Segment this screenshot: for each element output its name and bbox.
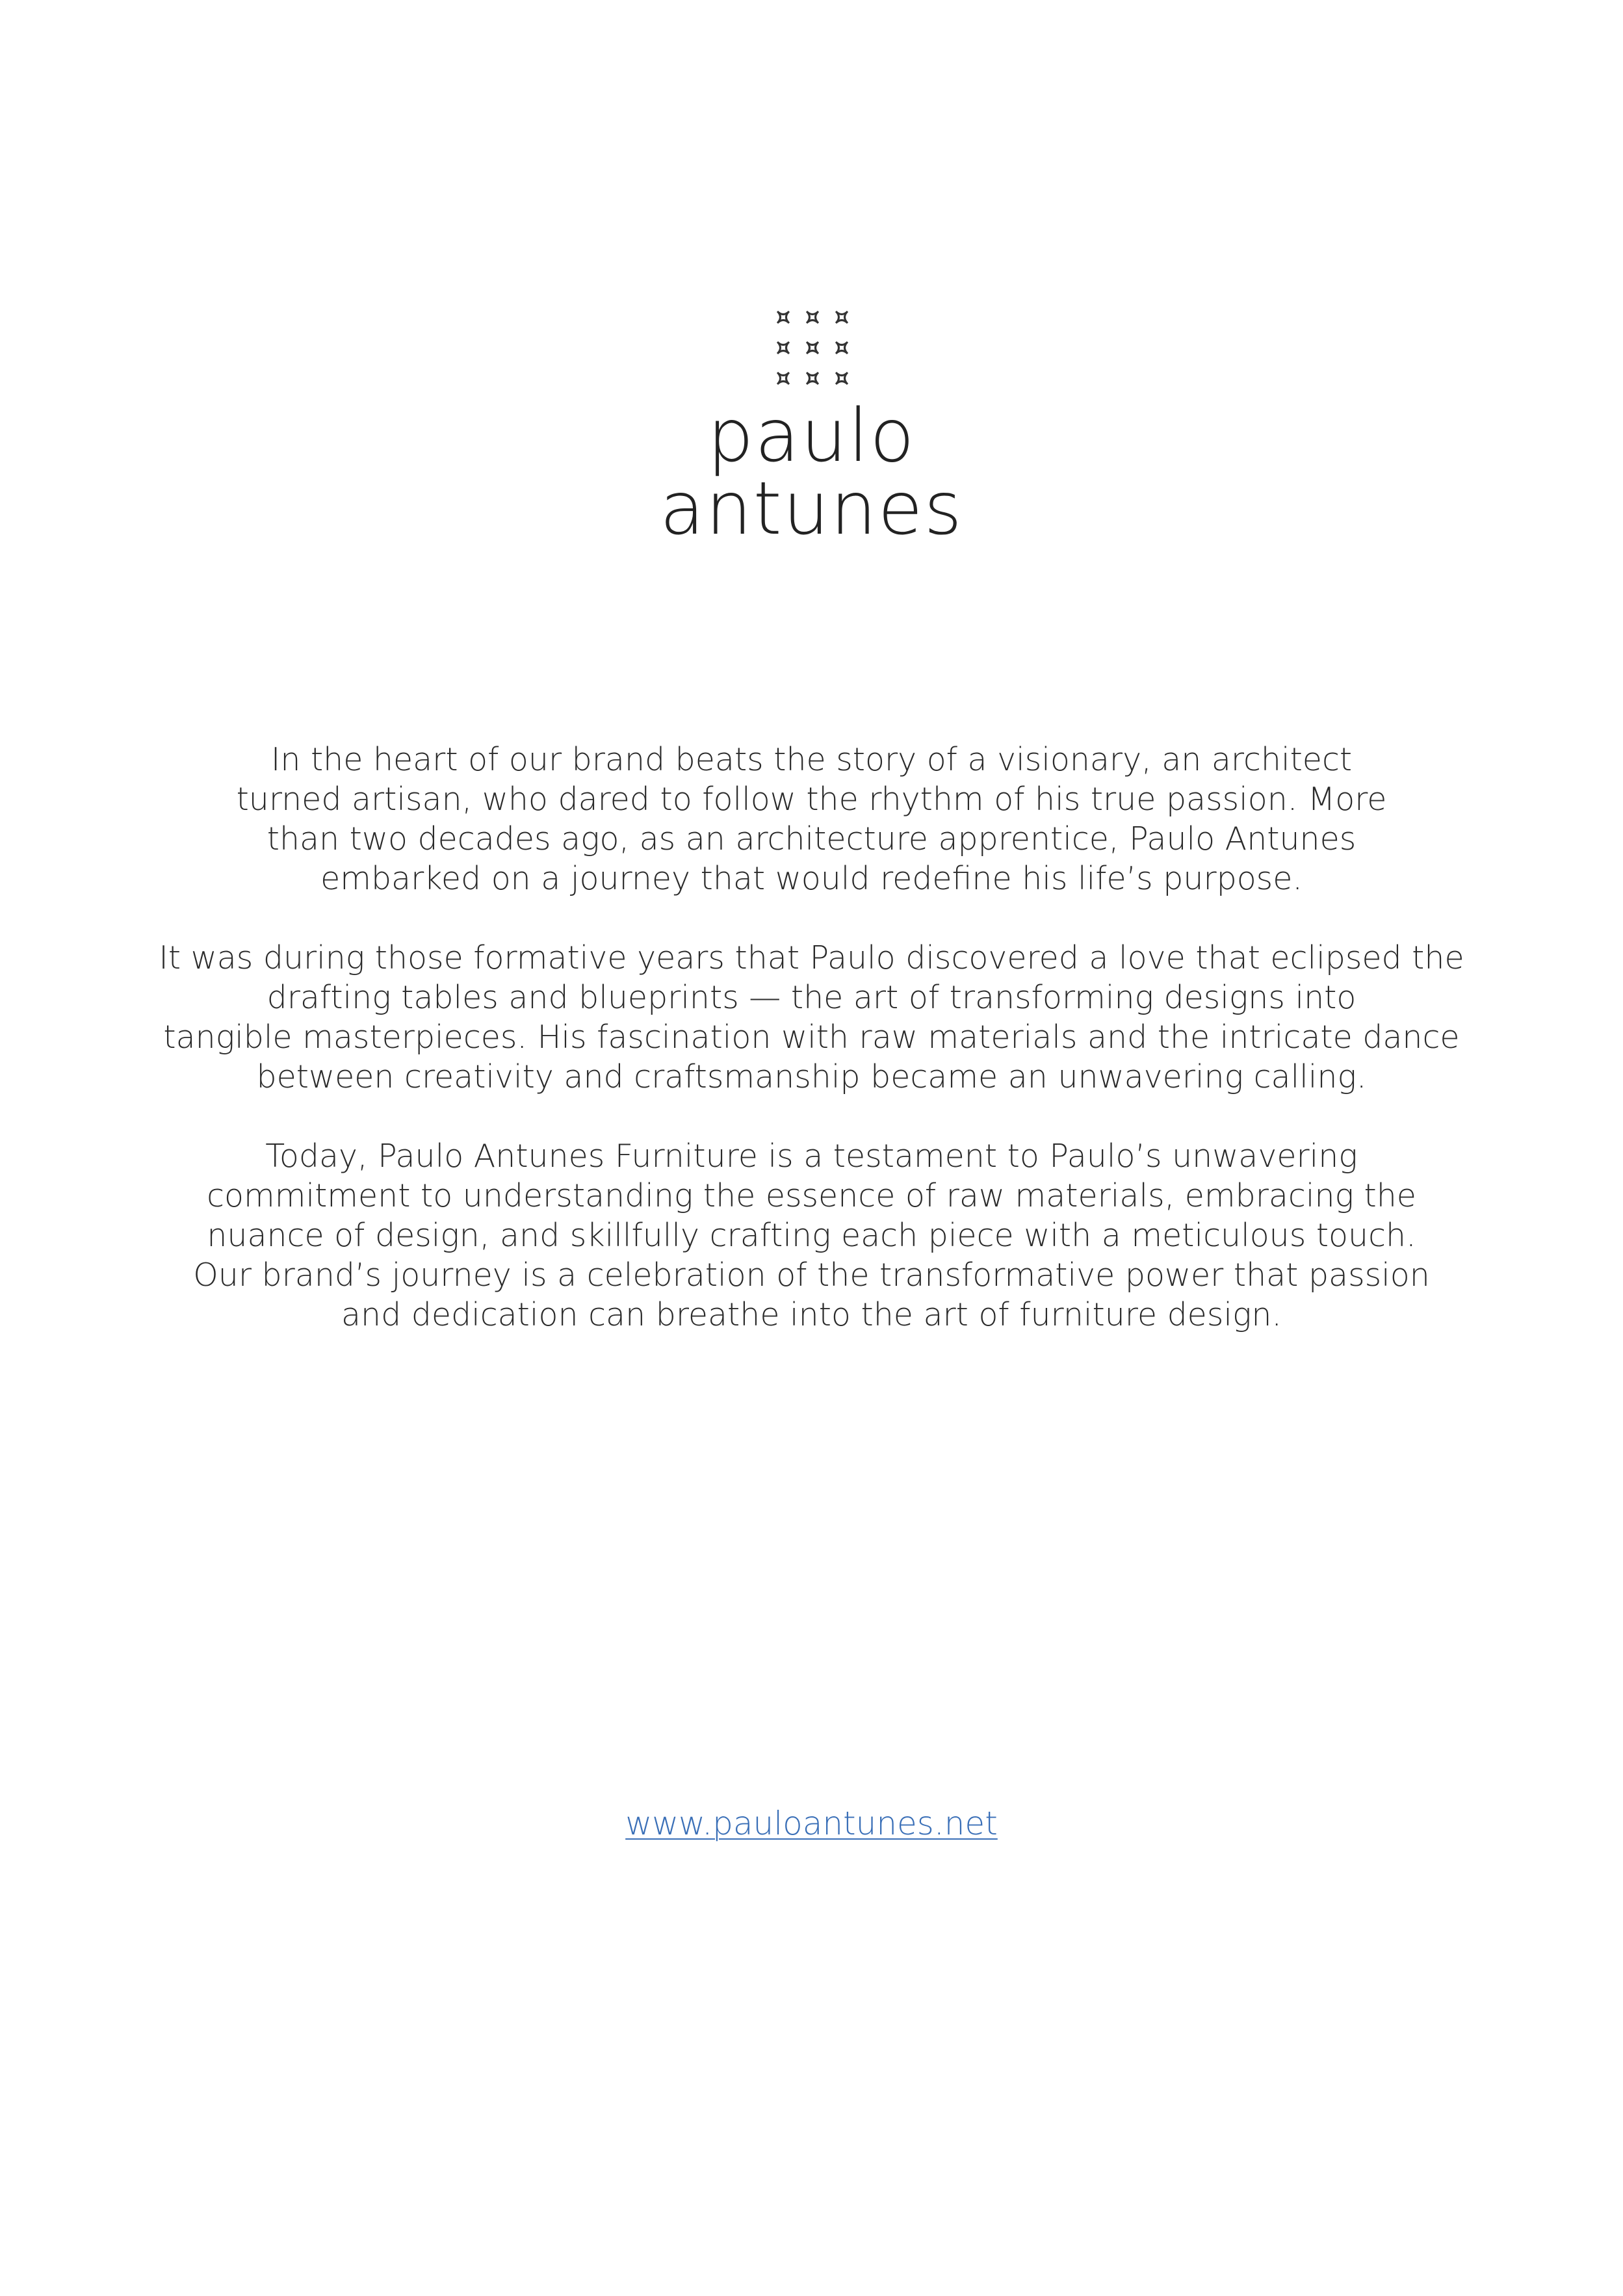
story-line: tangible masterpieces. His fascination with raw materials and the intricate dance xyxy=(163,1019,1460,1056)
logo-star-mark xyxy=(777,342,789,354)
story-line: between creativity and craftsmanship became an unwavering calling. xyxy=(256,1058,1367,1095)
story-line: and dedication can breathe into the art of furniture design. xyxy=(341,1296,1282,1333)
logo-line-paulo: paulo xyxy=(707,394,916,478)
logo-star-mark xyxy=(807,311,818,323)
logo-line-antunes: antunes xyxy=(660,467,963,551)
logo-star-mark xyxy=(777,372,789,384)
story-line: drafting tables and blueprints — the art of transforming designs into xyxy=(266,979,1357,1016)
logo-star-mark xyxy=(836,311,848,323)
logo-star-mark xyxy=(807,372,818,384)
logo-star-mark xyxy=(836,342,848,354)
story-line: nuance of design, and skillfully crafting each piece with a meticulous touch. xyxy=(207,1217,1416,1254)
story-line: Today, Paulo Antunes Furniture is a testament to Paulo’s unwavering xyxy=(265,1138,1358,1175)
story-paragraph-3 xyxy=(143,1136,1480,1335)
story-paragraph-2 xyxy=(143,938,1480,1097)
story-line: commitment to understanding the essence of raw materials, embracing the xyxy=(207,1177,1416,1214)
brand-story xyxy=(143,740,1480,1374)
logo-star-mark xyxy=(777,311,789,323)
story-paragraph-1 xyxy=(143,740,1480,898)
story-line: It was during those formative years that Paulo discovered a love that eclipsed the xyxy=(159,939,1464,976)
story-line: than two decades ago, as an architecture apprentice, Paulo Antunes xyxy=(266,820,1357,857)
website-link-container xyxy=(0,1804,1623,1843)
logo-star-mark xyxy=(807,342,818,354)
website-link[interactable]: www.pauloantunes.net xyxy=(625,1805,998,1842)
brand-logo-wordmark xyxy=(0,394,1623,551)
logo-star-mark xyxy=(836,372,848,384)
story-line: embarked on a journey that would redefine his life’s purpose. xyxy=(320,860,1303,897)
sparkle-grid-icon xyxy=(773,306,851,390)
story-line: Our brand’s journey is a celebration of the transformative power that passion xyxy=(193,1257,1430,1294)
story-line: In the heart of our brand beats the story of a visionary, an architect xyxy=(270,741,1353,778)
story-line: turned artisan, who dared to follow the rhythm of his true passion. More xyxy=(236,781,1387,818)
